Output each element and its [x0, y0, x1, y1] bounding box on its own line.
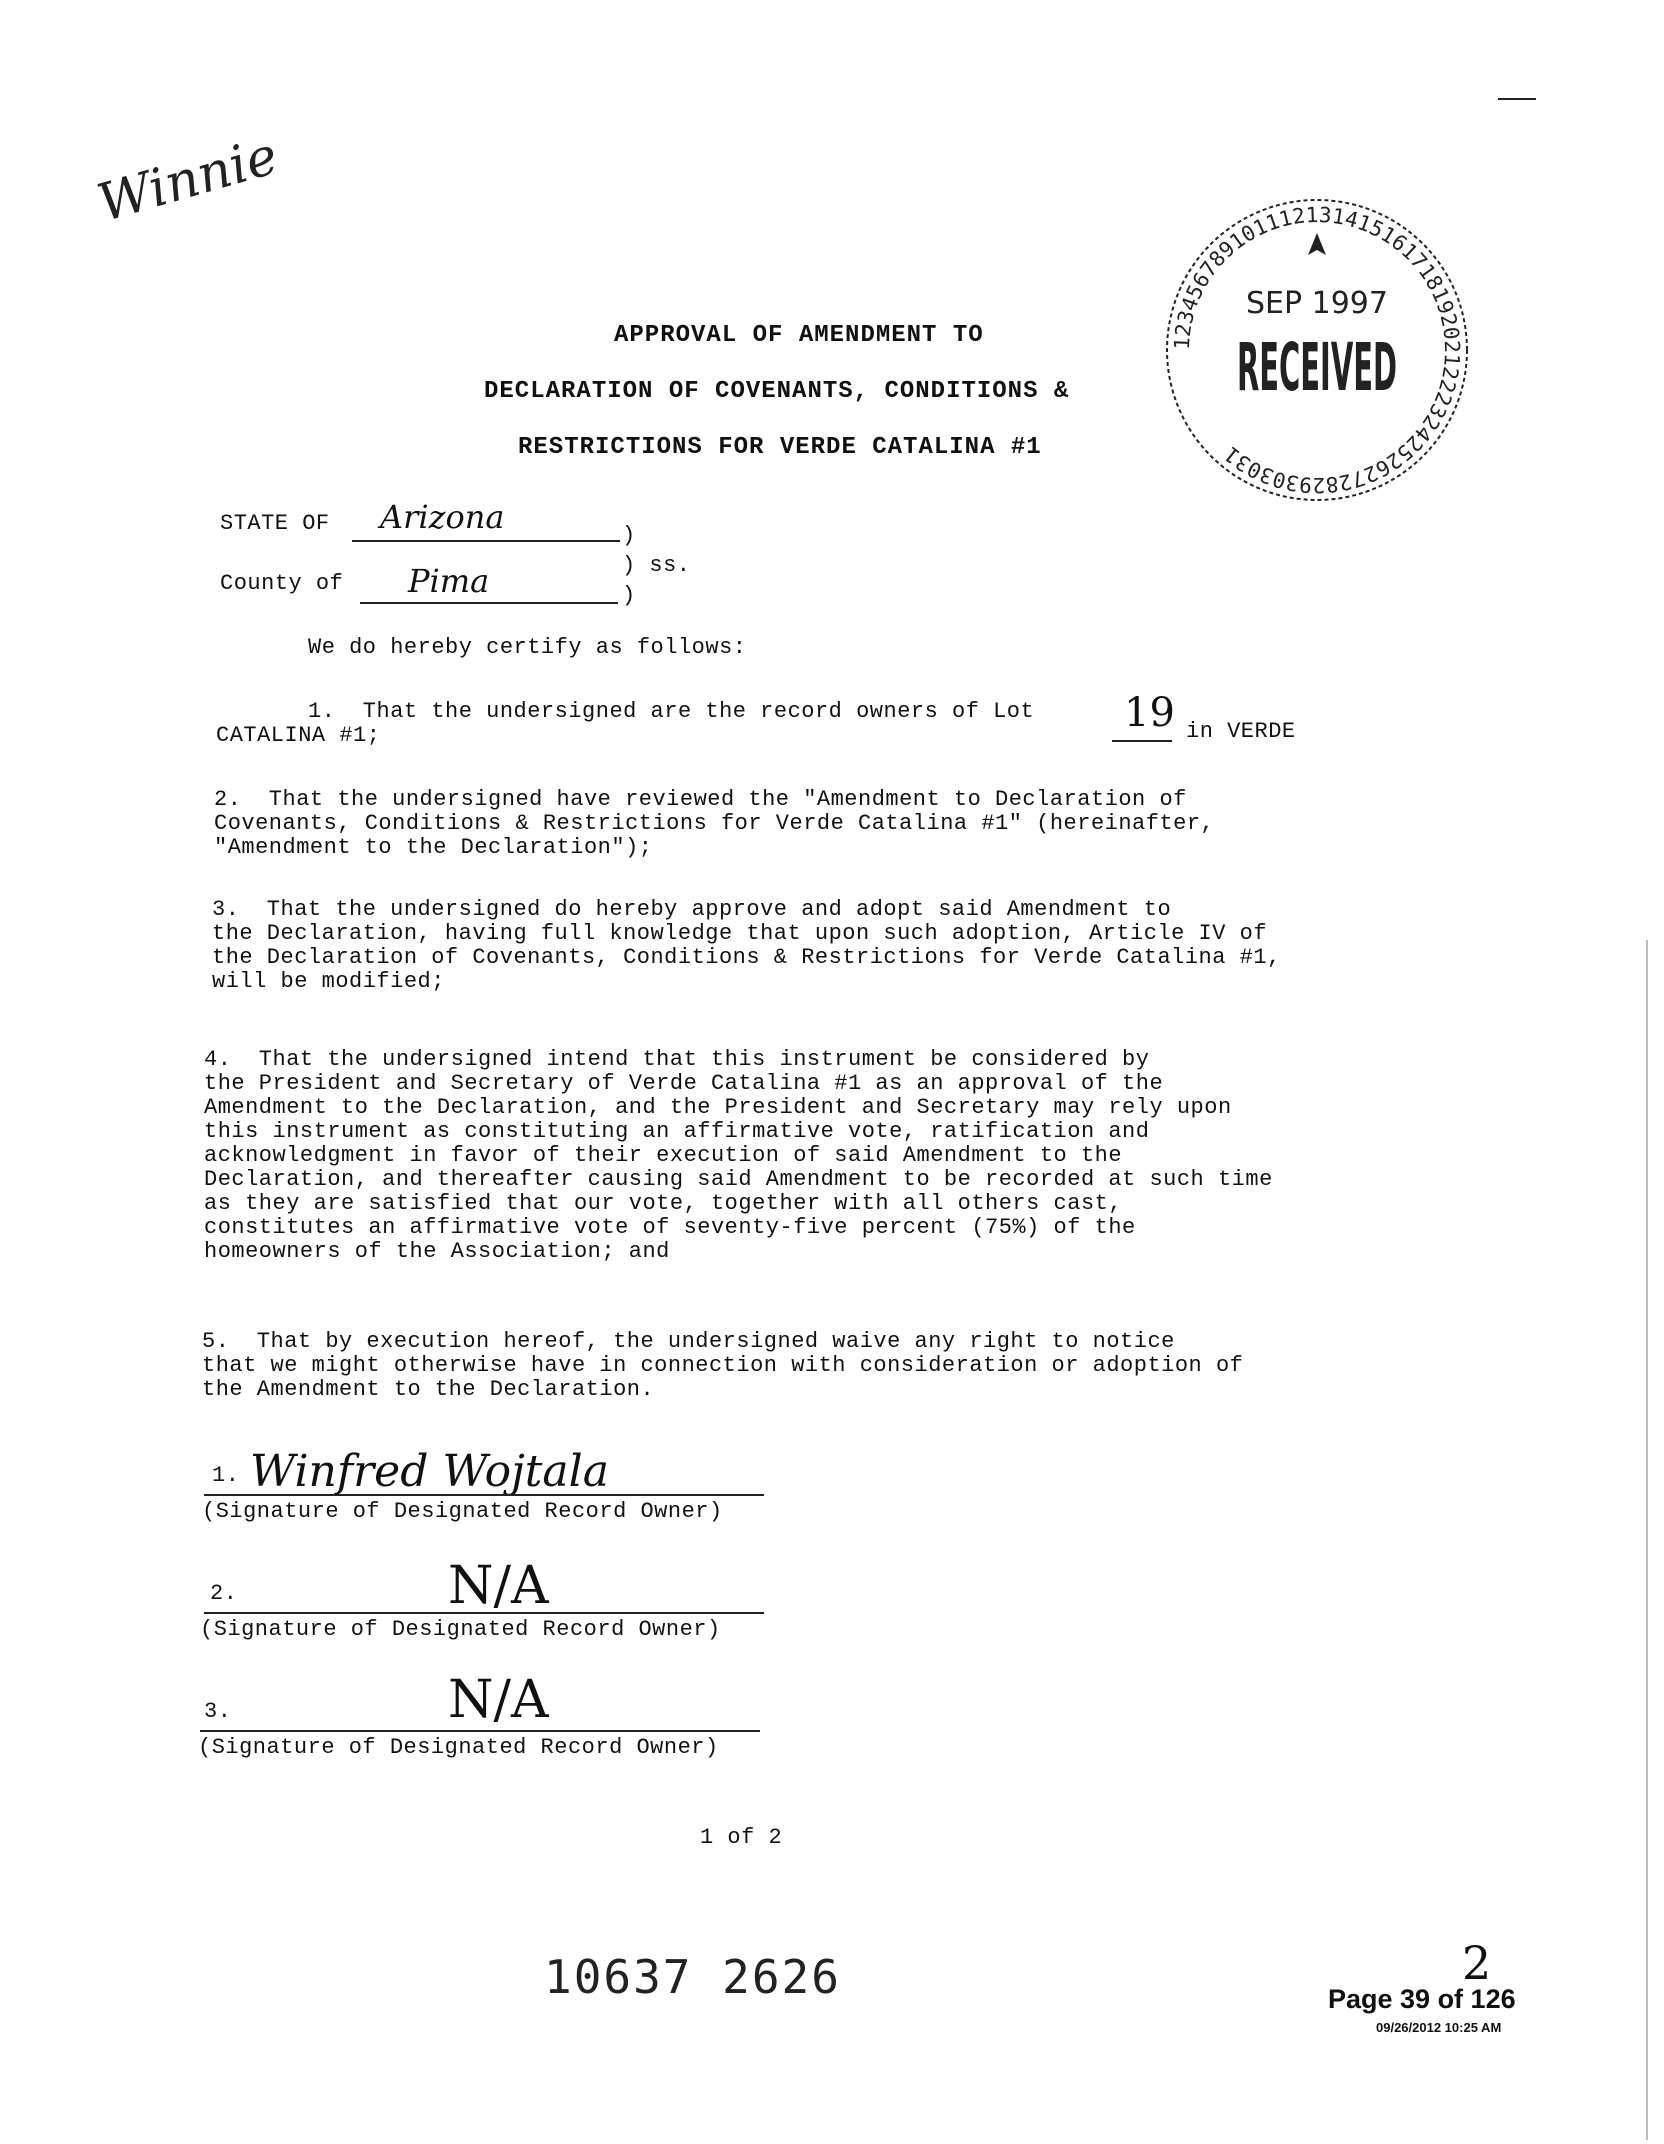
signature-1-handwriting: Winfred Wojtala: [250, 1446, 609, 1497]
signature-3-handwriting: N/A: [448, 1670, 549, 1730]
top-right-dash: [1498, 98, 1536, 100]
paren-1: ): [622, 523, 636, 548]
stamp-received-text: RECEIVED: [1237, 329, 1397, 406]
intro-text: We do hereby certify as follows:: [308, 635, 747, 660]
state-value: Arizona: [380, 498, 505, 536]
signature-2-handwriting: N/A: [448, 1556, 549, 1616]
item-4-text: 4. That the undersigned intend that this instrument be considered by the President and Secretary of Verde Catalina #1 as an approval of the Amendment to the Declaration, and the President and Secretary may rely upon this instrument as constituting an affirmative vote, ratification and acknowledgment in favor of their execution of said Amendment to the Declaration, and thereafter causing said Amendment to be recorded at such time as they are satisfied that our vote, together with all others cast, constitutes an affirmative vote of seventy-five percent (75%) of the homeowners of the Association; and: [204, 1047, 1273, 1264]
title-line-3: RESTRICTIONS FOR VERDE CATALINA #1: [518, 434, 1042, 461]
state-field-line: [352, 540, 620, 542]
state-label: STATE OF: [220, 511, 330, 536]
signature-3-number: 3.: [204, 1699, 232, 1724]
handwritten-name-note: Winnie: [91, 125, 285, 235]
scan-edge-line: [1646, 940, 1648, 2140]
item-1-line-2: CATALINA #1;: [216, 723, 381, 748]
county-field-line: [360, 602, 618, 604]
item-1-text: 1. That the undersigned are the record owners of Lot: [308, 699, 1035, 724]
paren-ss: ) ss.: [622, 553, 691, 578]
signature-2-number: 2.: [210, 1581, 238, 1606]
stamp-arrow-icon: [1308, 233, 1326, 255]
signature-1-caption: (Signature of Designated Record Owner): [202, 1499, 723, 1524]
item-1-continued: in VERDE: [1186, 719, 1296, 744]
signature-2-line: [204, 1612, 764, 1614]
item-2-text: 2. That the undersigned have reviewed the "Amendment to Declaration of Covenants, Conditions & Restrictions for Verde Catalina #1" (hereinafter, "Amendment to the Declaration");: [214, 787, 1215, 860]
footer-page-label: Page 39 of 126: [1328, 1984, 1516, 2014]
item-5-text: 5. That by execution hereof, the undersigned waive any right to notice that we might otherwise have in connection with consideration or adoption of the Amendment to the Declaration.: [202, 1329, 1244, 1402]
page-of-text: 1 of 2: [700, 1825, 783, 1850]
title-line-1: APPROVAL OF AMENDMENT TO: [614, 322, 984, 349]
paren-3: ): [622, 583, 636, 608]
signature-1-line: [204, 1494, 764, 1496]
document-number: 10637 2626: [544, 1950, 841, 2004]
county-value: Pima: [408, 562, 490, 600]
item-3-text: 3. That the undersigned do hereby approve and adopt said Amendment to the Declaration, having full knowledge that upon such adoption, Article IV of the Declaration of Covenants, Conditions & Restrictions for Verde Catalina #1, will be modified;: [212, 897, 1281, 994]
received-stamp: [1162, 195, 1472, 505]
signature-3-caption: (Signature of Designated Record Owner): [198, 1735, 719, 1760]
signature-3-line: [200, 1730, 760, 1732]
footer-handwritten-page: 2: [1462, 1936, 1492, 1990]
stamp-number-ring: 1234567891011121314151617181920212223242526272829303031: [1169, 202, 1465, 498]
title-line-2: DECLARATION OF COVENANTS, CONDITIONS &: [484, 378, 1070, 405]
signature-1-number: 1.: [212, 1463, 240, 1488]
county-label: County of: [220, 571, 344, 596]
lot-field-line: [1112, 740, 1172, 742]
footer-timestamp: 09/26/2012 10:25 AM: [1376, 2020, 1502, 2035]
stamp-date: SEP 1997: [1246, 286, 1388, 321]
lot-number: 19: [1124, 690, 1175, 736]
signature-2-caption: (Signature of Designated Record Owner): [200, 1617, 721, 1642]
